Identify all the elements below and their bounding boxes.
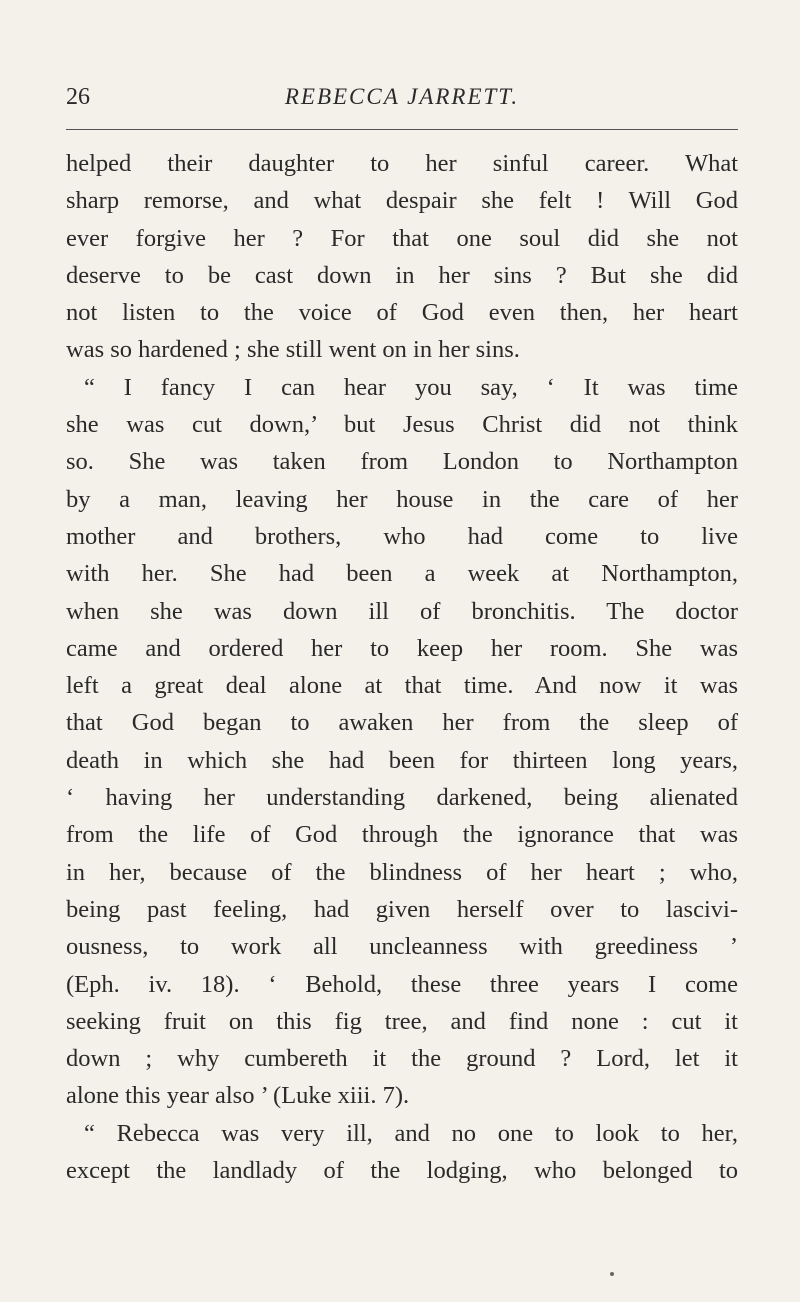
body-text — [66, 145, 738, 1189]
page-header — [66, 82, 738, 122]
text-line: when she was down ill of bronchitis. The doctor — [66, 597, 738, 625]
text-line: not listen to the voice of God even then, her heart — [66, 299, 738, 327]
text-line: by a man, leaving her house in the care of her — [66, 485, 738, 513]
text-line: left a great deal alone at that time. And now it was — [66, 672, 738, 700]
text-line: ‘ having her understanding darkened, being alienated — [66, 784, 738, 812]
text-line: so. She was taken from London to Northampton — [66, 448, 738, 476]
text-line: (Eph. iv. 18). ‘ Behold, these three years I come — [66, 970, 738, 998]
text-line: “ Rebecca was very ill, and no one to look to her, — [84, 1119, 738, 1147]
text-line: in her, because of the blindness of her heart ; who, — [66, 858, 738, 886]
text-line: she was cut down,’ but Jesus Christ did not think — [66, 411, 738, 439]
text-line: seeking fruit on this fig tree, and find none : cut it — [66, 1007, 738, 1035]
text-line: ever forgive her ? For that one soul did she not — [66, 224, 738, 252]
text-line: except the landlady of the lodging, who belonged to — [66, 1157, 738, 1185]
text-line: with her. She had been a week at Northampton, — [66, 560, 738, 588]
text-line: mother and brothers, who had come to live — [66, 522, 738, 550]
text-line: ousness, to work all uncleanness with greediness ’ — [66, 933, 738, 961]
text-line: “ I fancy I can hear you say, ‘ It was time — [84, 373, 738, 401]
text-line: deserve to be cast down in her sins ? But she did — [66, 261, 738, 289]
text-line: death in which she had been for thirteen long years, — [66, 746, 738, 774]
page-number: 26 — [66, 84, 90, 110]
paper-speck — [610, 1272, 614, 1276]
text-line: helped their daughter to her sinful career. What — [66, 150, 738, 177]
text-line: from the life of God through the ignorance that was — [66, 821, 738, 849]
text-line: being past feeling, had given herself over to lascivi- — [66, 895, 738, 923]
text-line: alone this year also ’ (Luke xiii. 7). — [66, 1082, 410, 1110]
text-line: was so hardened ; she still went on in her sins. — [66, 336, 520, 364]
text-line: came and ordered her to keep her room. She was — [66, 634, 738, 662]
text-line: down ; why cumbereth it the ground ? Lord, let it — [66, 1045, 738, 1073]
text-line: sharp remorse, and what despair she felt ! Will God — [66, 187, 738, 215]
running-title: REBECCA JARRETT. — [284, 84, 520, 109]
text-line: that God began to awaken her from the sleep of — [66, 709, 738, 737]
header-rule — [66, 129, 738, 130]
